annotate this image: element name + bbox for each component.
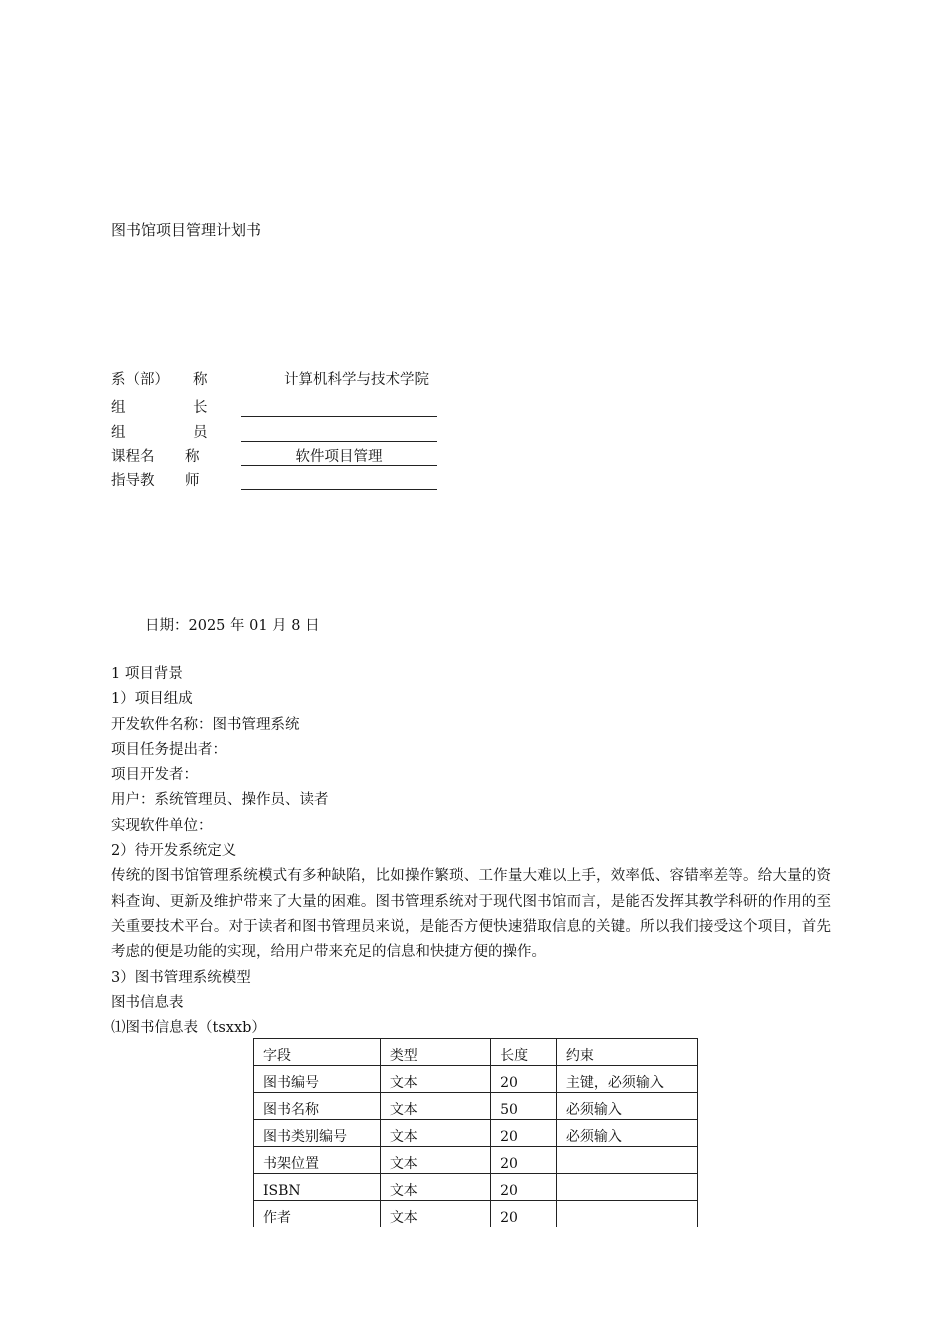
table-cell: 20 bbox=[491, 1147, 557, 1174]
table-cell: 文本 bbox=[380, 1093, 490, 1120]
text-line: 项目开发者： bbox=[111, 767, 198, 784]
table-cell: 文本 bbox=[380, 1174, 490, 1201]
table-row bbox=[254, 1174, 698, 1201]
field-leader bbox=[111, 396, 441, 418]
table-cell: 作者 bbox=[254, 1201, 381, 1228]
table-cell bbox=[556, 1147, 697, 1174]
subsection-title: 2）待开发系统定义 bbox=[111, 843, 237, 860]
table-row bbox=[254, 1201, 698, 1228]
table-caption: ⑴图书信息表（tsxxb） bbox=[111, 1020, 266, 1037]
field-label: 长 bbox=[193, 400, 208, 416]
field-label: 组 bbox=[111, 400, 126, 416]
table-header-cell: 类型 bbox=[380, 1039, 490, 1066]
field-label: 课程名 bbox=[111, 449, 155, 465]
table-cell: 图书名称 bbox=[254, 1093, 381, 1120]
table-cell: ISBN bbox=[254, 1174, 381, 1201]
table-header-cell: 长度 bbox=[491, 1039, 557, 1066]
field-line bbox=[241, 368, 437, 388]
table-cell: 主键，必须输入 bbox=[556, 1066, 697, 1093]
field-course bbox=[111, 445, 441, 467]
table-row bbox=[254, 1147, 698, 1174]
field-value: 软件项目管理 bbox=[295, 449, 383, 465]
table-heading: 图书信息表 bbox=[111, 994, 184, 1011]
section-title: 1 项目背景 bbox=[111, 666, 183, 682]
text-line: 开发软件名称：图书管理系统 bbox=[111, 716, 300, 733]
table-cell: 20 bbox=[491, 1120, 557, 1147]
table-row bbox=[254, 1093, 698, 1120]
table-cell: 文本 bbox=[380, 1147, 490, 1174]
field-label: 系（部） bbox=[111, 372, 169, 388]
field-members bbox=[111, 421, 441, 443]
text-line: 用户：系统管理员、操作员、读者 bbox=[111, 792, 329, 809]
cover-date: 日期：2025 年 01 月 8 日 bbox=[145, 618, 320, 634]
table-cell: 图书类别编号 bbox=[254, 1120, 381, 1147]
table-cell: 图书编号 bbox=[254, 1066, 381, 1093]
table-cell: 文本 bbox=[380, 1201, 490, 1228]
field-line bbox=[241, 445, 437, 466]
table-cell bbox=[556, 1174, 697, 1201]
subsection-title: 3）图书管理系统模型 bbox=[111, 969, 251, 986]
subsection-title: 1）项目组成 bbox=[111, 691, 193, 708]
field-line bbox=[241, 421, 437, 442]
table-header-row bbox=[254, 1039, 698, 1066]
table-cell: 50 bbox=[491, 1093, 557, 1120]
table-header-cell: 约束 bbox=[556, 1039, 697, 1066]
field-department bbox=[111, 368, 441, 390]
table-cell: 文本 bbox=[380, 1066, 490, 1093]
text-line: 项目任务提出者： bbox=[111, 741, 227, 758]
paragraph: 传统的图书馆管理系统模式有多种缺陷，比如操作繁琐、工作量大难以上手，效率低、容错率差等。给大量的资料查询、更新及维护带来了大量的困难。图书管理系统对于现代图书馆而言，是能否发挥其教学科研的作用的至关重要技术平台。对于读者和图书管理员来说，是能否方便快速猎取信息的关键。所以我们接受这个项目，首先考虑的便是功能的实现，给用户带来充足的信息和快捷方便的操作。 bbox=[111, 868, 831, 961]
field-label: 称 bbox=[193, 372, 208, 388]
book-info-table bbox=[253, 1038, 698, 1227]
text-line: 实现软件单位： bbox=[111, 817, 213, 834]
table-cell bbox=[556, 1201, 697, 1228]
table-cell: 文本 bbox=[380, 1120, 490, 1147]
field-line bbox=[241, 396, 437, 417]
field-advisor bbox=[111, 469, 441, 491]
table-row bbox=[254, 1120, 698, 1147]
field-label: 师 bbox=[185, 473, 200, 489]
table-cell: 必须输入 bbox=[556, 1120, 697, 1147]
body-content bbox=[111, 662, 831, 1041]
table-cell: 必须输入 bbox=[556, 1093, 697, 1120]
field-value: 计算机科学与技术学院 bbox=[284, 372, 429, 388]
table-row bbox=[254, 1066, 698, 1093]
table-cell: 书架位置 bbox=[254, 1147, 381, 1174]
field-label: 员 bbox=[193, 425, 208, 441]
table-cell: 20 bbox=[491, 1201, 557, 1228]
table-cell: 20 bbox=[491, 1066, 557, 1093]
field-label: 称 bbox=[185, 449, 200, 465]
field-label: 指导教 bbox=[111, 473, 155, 489]
cover-title: 图书馆项目管理计划书 bbox=[111, 221, 262, 239]
field-label: 组 bbox=[111, 425, 126, 441]
table-header-cell: 字段 bbox=[254, 1039, 381, 1066]
field-line bbox=[241, 469, 437, 490]
table-cell: 20 bbox=[491, 1174, 557, 1201]
